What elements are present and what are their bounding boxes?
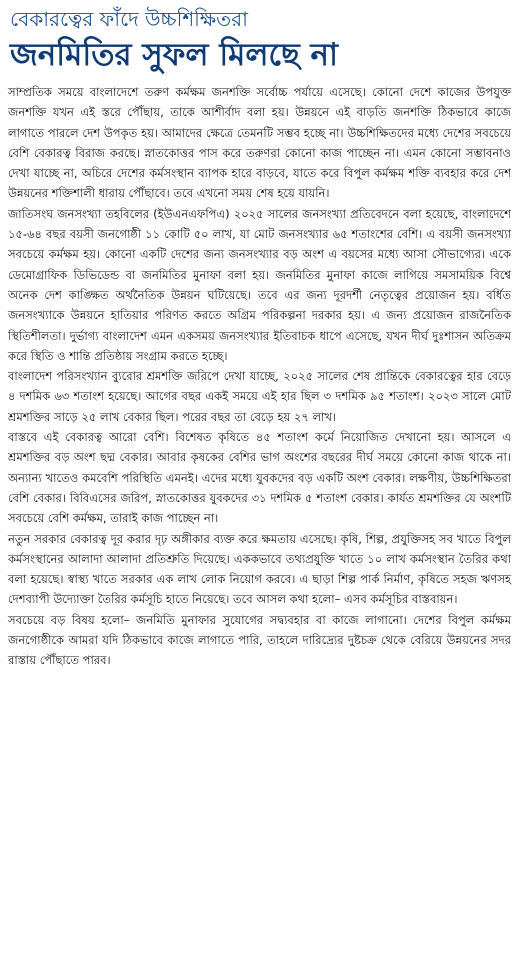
article-paragraph: বাংলাদেশ পরিসংখ্যান ব্যুরোর শ্রমশক্তি জরিপে দেখা যাচ্ছে, ২০২৫ সালের শেষ প্রান্তিকে বেকারত্বের হার বেড়ে ৪ দশমিক ৬৩ শতাংশ হয়েছে। আগের বছর একই সময়ে এই হার ছিল ৩ দশমিক ৯৫ শতাংশ। ২০২৩ সালে মোট শ্রমশক্তির সাড়ে ২৫ লাখ বেকার ছিল। পরের বছর তা বেড়ে হয় ২৭ লাখ। [8, 369, 511, 424]
article-paragraph: জাতিসংঘ জনসংখ্যা তহবিলের (ইউএনএফপিএ) ২০২৫ সালের জনসংখ্যা প্রতিবেদনে বলা হয়েছে, বাংলাদেশে ১৫-৬৪ বছর বয়সী জনগোষ্ঠী ১১ কোটি ৫০ লাখ, যা মোট জনসংখ্যার ৬৫ শতাংশের বেশি। এ বয়সী জনসংখ্যা সবচেয়ে কর্মক্ষম হয়। কোনো একটি দেশের জন্য জনসংখ্যার বড় অংশ এ বয়সের মধ্যে আসা সৌভাগ্যের। একে ডেমোগ্রাফিক ডিভিডেন্ড বা জনমিতির মুনাফা বলা হয়। জনমিতির মুনাফা কাজে লাগিয়ে সমসাময়িক বিশ্বে অনেক দেশ কাঙ্ক্ষিত অর্থনৈতিক উন্নয়ন ঘটিয়েছে। তবে এর জন্য দূরদর্শী নেতৃত্বের প্রয়োজন হয়। বর্ধিত জনসংখ্যাকে উন্নয়নে হাতিয়ার পরিণত করতে অগ্রিম পরিকল্পনা দরকার হয়। এ জন্য প্রয়োজন রাজনৈতিক স্থিতিশীলতা। দুর্ভাগ্য বাংলাদেশ এমন একসময় জনসংখ্যার ইতিবাচক ধাপে এসেছে, যখন দীর্ঘ দুঃশাসন অতিক্রম করে স্থিতি ও শান্তি প্রতিষ্ঠায় সংগ্রাম করতে হচ্ছে। [8, 206, 511, 363]
article-paragraph: বাস্তবে এই বেকারত্ব আরো বেশি। বিশেষত কৃষিতে ৪৫ শতাংশ কর্মে নিয়োজিত দেখানো হয়। আসলে এ শ্রমশক্তির বড় অংশ ছদ্ম বেকার। আবার কৃষকের বেশির ভাগ অংশের বছরের দীর্ঘ সময়ে কোনো কাজ থাকে না। অন্যান্য খাতেও কমবেশি পরিস্থিতি এমনই। এদের মধ্যে যুবকদের বড় একটি অংশ বেকার। লক্ষণীয়, উচ্চশিক্ষিতরা বেশি বেকার। বিবিএসের জরিপ, স্নাতকোত্তর যুবকদের ৩১ দশমিক ৫ শতাংশ বেকার। কার্যত শ্রমশক্তির যে অংশটি সবচেয়ে বেশি কর্মক্ষম, তারাই কাজ পাচ্ছেন না। [8, 430, 511, 526]
article-paragraph: নতুন সরকার বেকারত্ব দূর করার দৃঢ় অঙ্গীকার ব্যক্ত করে ক্ষমতায় এসেছে। কৃষি, শিল্প, প্রযুক্তিসহ সব খাতে বিপুল কর্মসংস্থানের আলাদা আলাদা প্রতিশ্রুতি দিয়েছে। এককভাবে তথ্যপ্রযুক্তি খাতে ১০ লাখ কর্মসংস্থান তৈরির কথা বলা হয়েছে। স্বাস্থ্য খাতে সরকার এক লাখ লোক নিয়োগ করবে। এ ছাড়া শিল্প পার্ক নির্মাণ, কৃষিতে সহজ ঋণসহ দেশব্যাপী উদ্যোক্তা তৈরির কর্মসূচি হাতে নিয়েছে। তবে আসল কথা হলো– এসব কর্মসূচির বাস্তবায়ন। [8, 531, 511, 607]
article-headline: জনমিতির সুফল মিলছে না [10, 37, 339, 73]
article-body [8, 82, 511, 671]
article-paragraph: সবচেয়ে বড় বিষয় হলো– জনমিতি মুনাফার সুযোগের সদ্ব্যবহার বা কাজে লাগানো। দেশের বিপুল কর্মক্ষম জনগোষ্ঠীকে আমরা যদি ঠিকভাবে কাজে লাগাতে পারি, তাহলে দারিদ্র্যের দুষ্টচক্র থেকে বেরিয়ে উন্নয়নের সদর রাস্তায় পৌঁছাতে পারব। [8, 612, 511, 668]
article-paragraph: সাম্প্রতিক সময়ে বাংলাদেশে তরুণ কর্মক্ষম জনশক্তি সর্বোচ্চ পর্যায়ে এসেছে। কোনো দেশে কাজের উপযুক্ত জনশক্তি যখন এই স্তরে পৌঁছায়, তাকে আশীর্বাদ বলা হয়। উন্নয়নে এই বাড়তি জনশক্তি ঠিকভাবে কাজে লাগাতে পারলে দেশ উপকৃত হয়। আমাদের ক্ষেত্রে তেমনটি সম্ভব হচ্ছে না। উচ্চশিক্ষিতদের মধ্যে দেশের সবচেয়ে বেশি বেকারত্ব বিরাজ করছে। স্নাতকোত্তর পাস করে তরুণরা কোনো কাজ পাচ্ছেন না। এমন কোনো সম্ভাবনাও দেখা যাচ্ছে না, অচিরে দেশের কর্মসংস্থান ব্যাপক হারে বাড়বে, যাতে করে বিপুল কর্মক্ষম শক্তি ব্যবহার করে দেশ উন্নয়নের শক্তিশালী ধারায় পৌঁছাবে। তবে এখনো সময় শেষ হয়ে যায়নি। [8, 85, 511, 201]
article-kicker: বেকারত্বের ফাঁদে উচ্চশিক্ষিতরা [10, 7, 248, 31]
